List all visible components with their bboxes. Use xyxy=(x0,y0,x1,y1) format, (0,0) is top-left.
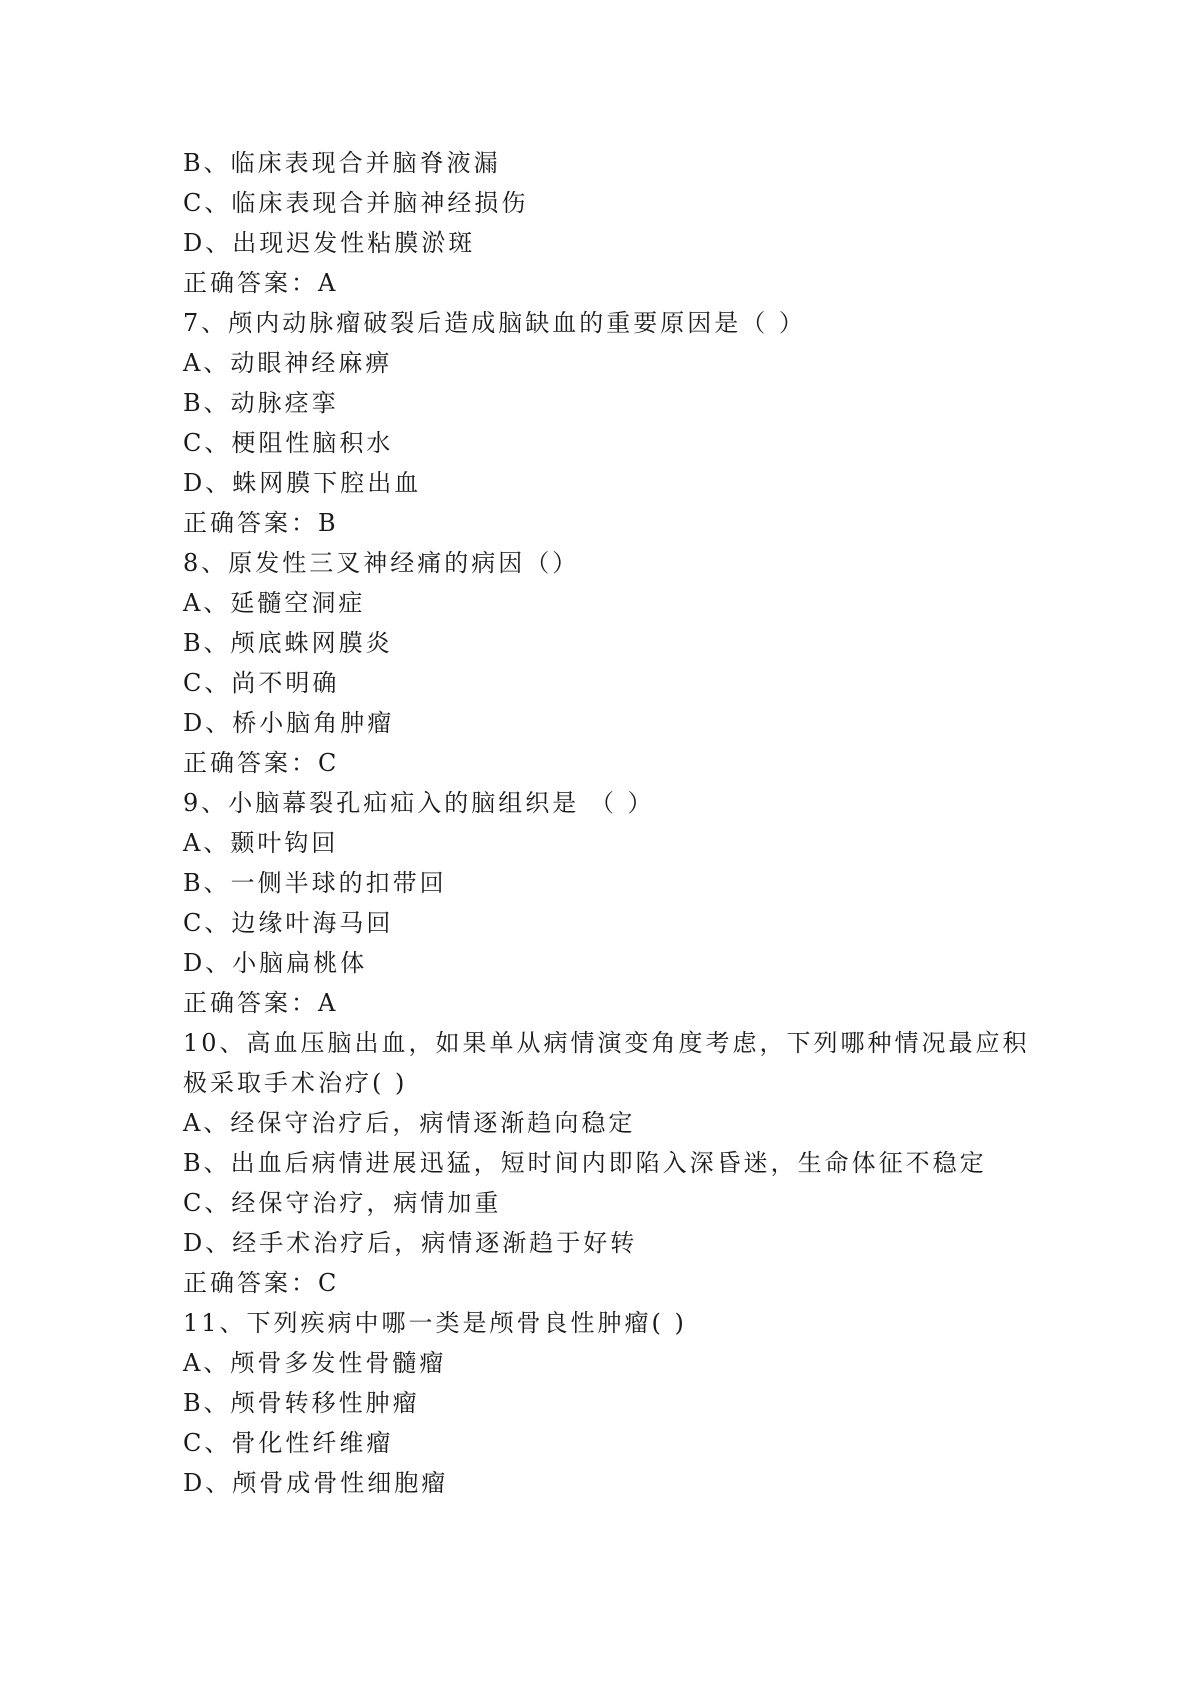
option-a-q11: A、颅骨多发性骨髓瘤 xyxy=(183,1349,447,1377)
answer-q9: 正确答案：A xyxy=(183,989,339,1017)
option-c-q11: C、骨化性纤维瘤 xyxy=(183,1429,394,1457)
option-a-q8: A、延髓空洞症 xyxy=(183,589,366,617)
option-b-q9: B、一侧半球的扣带回 xyxy=(183,869,447,897)
answer-q6: 正确答案：A xyxy=(183,269,339,297)
option-a-q10: A、经保守治疗后，病情逐渐趋向稳定 xyxy=(183,1109,636,1137)
option-d-q11: D、颅骨成骨性细胞瘤 xyxy=(183,1469,449,1497)
option-b-q8: B、颅底蛛网膜炎 xyxy=(183,629,393,657)
option-c-q10: C、经保守治疗，病情加重 xyxy=(183,1189,502,1217)
option-c-q9: C、边缘叶海马回 xyxy=(183,909,394,937)
option-d-q7: D、蛛网膜下腔出血 xyxy=(183,469,422,497)
answer-q7: 正确答案：B xyxy=(183,509,339,537)
question-10-line-2: 极采取手术治疗( ) xyxy=(183,1069,408,1097)
answer-q10: 正确答案：C xyxy=(183,1269,340,1297)
option-b-q11: B、颅骨转移性肿瘤 xyxy=(183,1389,420,1417)
option-c-q7: C、梗阻性脑积水 xyxy=(183,429,394,457)
question-7: 7、颅内动脉瘤破裂后造成脑缺血的重要原因是（ ） xyxy=(183,309,806,337)
question-10-line-1: 10、高血压脑出血，如果单从病情演变角度考虑，下列哪种情况最应积 xyxy=(183,1029,1030,1057)
question-9: 9、小脑幕裂孔疝疝入的脑组织是 （ ） xyxy=(183,789,655,817)
answer-q8: 正确答案：C xyxy=(183,749,340,777)
document-page xyxy=(183,143,1030,1503)
option-b-q6: B、临床表现合并脑脊液漏 xyxy=(183,149,501,177)
question-8: 8、原发性三叉神经痛的病因（） xyxy=(183,549,580,577)
option-c-q8: C、尚不明确 xyxy=(183,669,340,697)
option-c-q6: C、临床表现合并脑神经损伤 xyxy=(183,189,529,217)
option-d-q10: D、经手术治疗后，病情逐渐趋于好转 xyxy=(183,1229,638,1257)
question-11: 11、下列疾病中哪一类是颅骨良性肿瘤( ) xyxy=(183,1309,687,1337)
option-d-q9: D、小脑扁桃体 xyxy=(183,949,368,977)
option-d-q8: D、桥小脑角肿瘤 xyxy=(183,709,395,737)
option-d-q6: D、出现迟发性粘膜淤斑 xyxy=(183,229,476,257)
option-b-q7: B、动脉痉挛 xyxy=(183,389,339,417)
option-b-q10: B、出血后病情进展迅猛，短时间内即陷入深昏迷，生命体征不稳定 xyxy=(183,1149,987,1177)
option-a-q9: A、颞叶钩回 xyxy=(183,829,339,857)
option-a-q7: A、动眼神经麻痹 xyxy=(183,349,393,377)
